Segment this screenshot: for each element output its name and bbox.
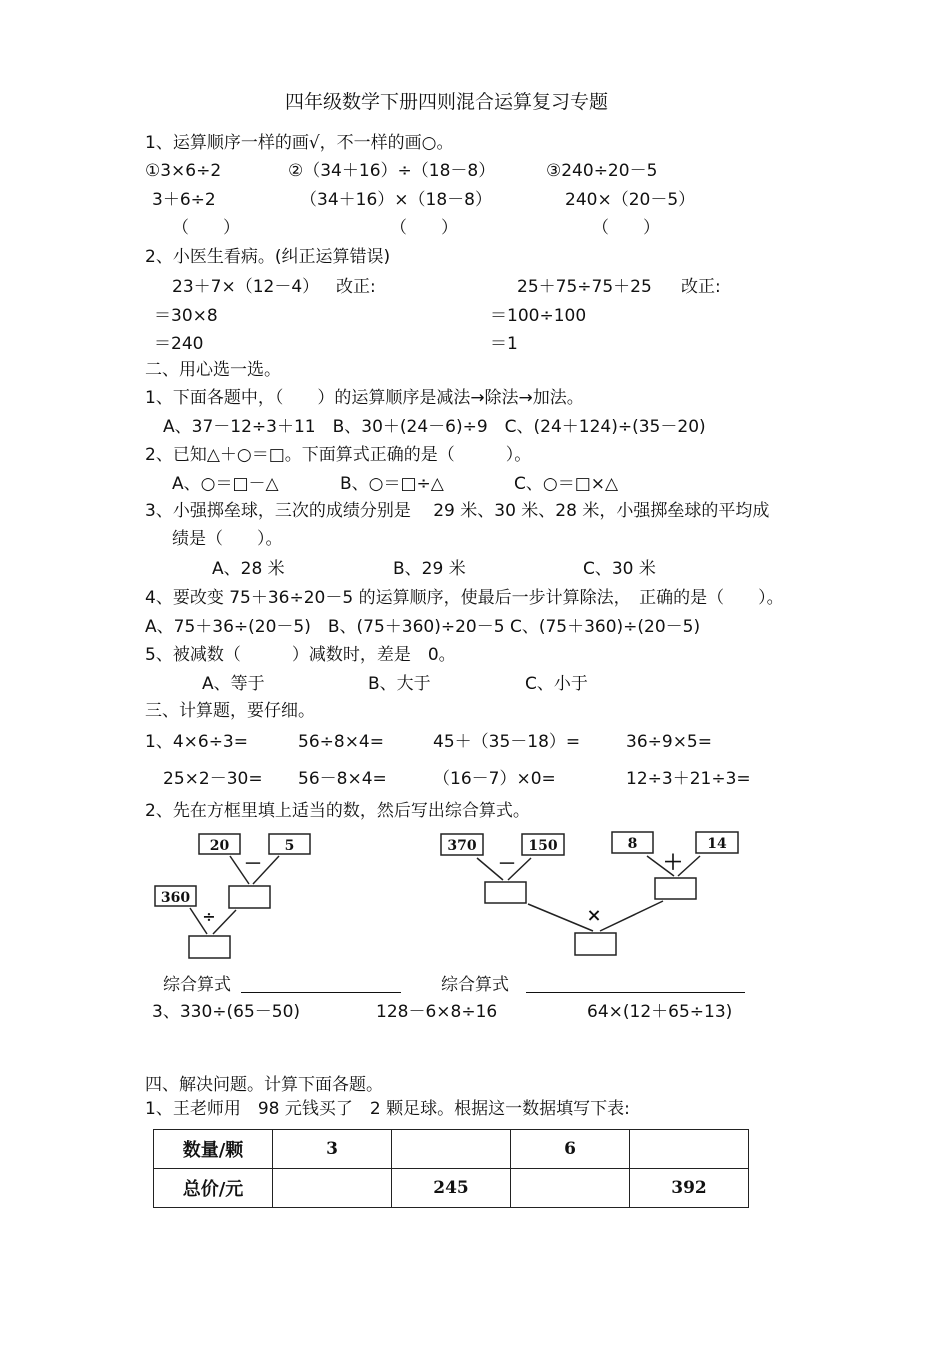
choice-q3-prompt-cont: 绩是（ ）。 <box>172 529 283 549</box>
table-cell: 392 <box>630 1169 749 1208</box>
expr-c1: ③240÷20－5 <box>546 161 658 181</box>
choice-q3-option-c: C、30 米 <box>583 559 656 579</box>
calc-q3-expr: 3、330÷(65－50) <box>152 1002 301 1022</box>
calc-q3-expr: 128－6×8÷16 <box>376 1002 498 1022</box>
box-blank-4 <box>655 878 696 899</box>
table-cell[interactable] <box>511 1169 630 1208</box>
table-cell[interactable] <box>392 1130 511 1169</box>
choice-q3-option-a: A、28 米 <box>212 559 285 579</box>
fix-label-right: 改正: <box>681 277 721 297</box>
box-blank-1 <box>229 886 270 908</box>
table-cell: 3 <box>273 1130 392 1169</box>
calc-expr: 1、4×6÷3= <box>145 732 248 752</box>
q1-prompt: 1、运算顺序一样的画√，不一样的画○。 <box>145 133 454 153</box>
choice-q2-option-b: B、○＝□÷△ <box>340 474 444 494</box>
expr-a2: 3＋6÷2 <box>152 190 216 210</box>
fix-label-left: 改正: <box>336 277 376 297</box>
word-problem-prompt: 1、王老师用 98 元钱买了 2 颗足球。根据这一数据填写下表: <box>145 1099 630 1119</box>
calc-expr: 56－8×4= <box>298 769 387 789</box>
choice-q3-option-b: B、29 米 <box>393 559 466 579</box>
choice-q2-prompt: 2、已知△＋○＝□。下面算式正确的是（ ）。 <box>145 445 532 465</box>
box-blank-5 <box>575 933 616 955</box>
choice-q5-option-a: A、等于 <box>202 674 265 694</box>
number-label: 20 <box>209 838 230 854</box>
fill-box-prompt: 2、先在方框里填上适当的数，然后写出综合算式。 <box>145 801 530 821</box>
expr-a1: ①3×6÷2 <box>145 161 222 181</box>
answer-blank[interactable]: （ ） <box>390 218 458 238</box>
wrong-calc-left-line3: ＝240 <box>154 334 204 354</box>
choice-q5-prompt: 5、被减数（ ）减数时，差是 0。 <box>145 645 456 665</box>
operator-label: － <box>498 854 516 875</box>
operator-label: × <box>586 905 602 926</box>
operator-label: ＋ <box>663 850 683 874</box>
combined-formula-answer-line[interactable] <box>526 992 745 993</box>
operator-label: ÷ <box>202 907 216 926</box>
section-3-heading: 三、计算题，要仔细。 <box>145 701 315 721</box>
number-label: 8 <box>627 836 638 852</box>
number-label: 370 <box>447 838 477 854</box>
expr-c2: 240×（20－5） <box>565 190 696 210</box>
table-header-quantity: 数量/颗 <box>154 1130 273 1169</box>
calc-expr: 25×2－30= <box>163 769 263 789</box>
q2-prompt: 2、小医生看病。(纠正运算错误) <box>145 247 391 267</box>
wrong-calc-right-line2: ＝100÷100 <box>490 306 587 326</box>
calc-expr: 56÷8×4= <box>298 732 384 752</box>
section-2-heading: 二、用心选一选。 <box>145 360 281 380</box>
wrong-calc-left-line1: 23＋7×（12－4） <box>172 277 320 297</box>
wrong-calc-left-line2: ＝30×8 <box>154 306 218 326</box>
answer-blank[interactable]: （ ） <box>172 218 240 238</box>
choice-q3-prompt: 3、小强掷垒球，三次的成绩分别是 29 米、30 米、28 米，小强掷垒球的平均成 <box>145 501 770 521</box>
choice-q4-prompt: 4、要改变 75＋36÷20－5 的运算顺序，使最后一步计算除法， 正确的是（ ）。 <box>145 588 784 608</box>
choice-q4-options: A、75＋36÷(20－5) B、(75＋360)÷20－5 C、(75＋360)÷(20－5) <box>145 617 701 637</box>
table-header-total: 总价/元 <box>154 1169 273 1208</box>
calc-expr: 36÷9×5= <box>626 732 712 752</box>
box-blank-3 <box>485 882 526 903</box>
box-blank-2 <box>189 936 230 958</box>
table-cell: 6 <box>511 1130 630 1169</box>
table-row <box>154 1130 749 1169</box>
section-4-heading: 四、解决问题。计算下面各题。 <box>145 1075 383 1095</box>
table-cell: 245 <box>392 1169 511 1208</box>
expr-b1: ②（34＋16）÷（18－8） <box>288 161 496 181</box>
price-table <box>153 1129 749 1208</box>
wrong-calc-right-line1: 25＋75÷75＋25 <box>517 277 652 297</box>
calc-q3-expr: 64×(12＋65÷13) <box>587 1002 733 1022</box>
choice-q2-option-a: A、○＝□－△ <box>172 474 279 494</box>
table-cell[interactable] <box>630 1130 749 1169</box>
calc-expr: 12÷3＋21÷3= <box>626 769 751 789</box>
wrong-calc-right-line3: ＝1 <box>490 334 518 354</box>
expr-b2: （34＋16）×（18－8） <box>300 190 492 210</box>
number-label: 150 <box>528 838 558 854</box>
choice-q2-option-c: C、○＝□×△ <box>514 474 619 494</box>
choice-q5-option-c: C、小于 <box>525 674 588 694</box>
combined-formula-answer-line[interactable] <box>241 992 401 993</box>
combined-formula-label: 综合算式 <box>441 975 509 995</box>
combined-formula-label: 综合算式 <box>163 975 231 995</box>
number-label: 14 <box>707 836 727 852</box>
calc-expr: （16－7）×0= <box>433 769 556 789</box>
number-label: 360 <box>160 890 191 906</box>
choice-q5-option-b: B、大于 <box>368 674 431 694</box>
choice-q1-prompt: 1、下面各题中，（ ）的运算顺序是减法→除法→加法。 <box>145 388 584 408</box>
choice-q1-options: A、37－12÷3＋11 B、30＋(24－6)÷9 C、(24＋124)÷(35－20) <box>163 417 706 437</box>
page-title: 四年级数学下册四则混合运算复习专题 <box>285 91 609 113</box>
number-label: 5 <box>284 838 295 854</box>
answer-blank[interactable]: （ ） <box>592 218 660 238</box>
table-cell[interactable] <box>273 1169 392 1208</box>
operator-label: － <box>244 854 262 875</box>
calc-expr: 45＋（35－18）= <box>433 732 581 752</box>
table-row <box>154 1169 749 1208</box>
